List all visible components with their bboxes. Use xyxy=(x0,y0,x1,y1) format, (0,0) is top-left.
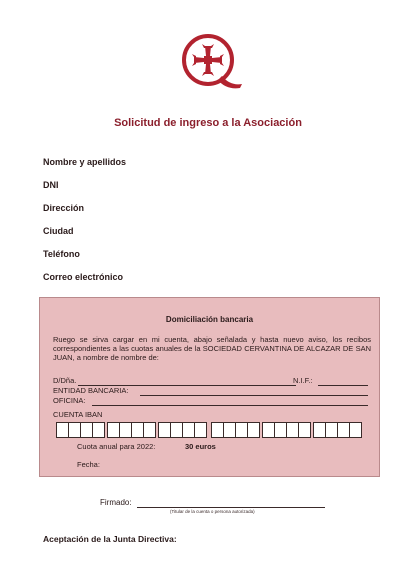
iban-digit-box[interactable] xyxy=(247,422,260,438)
q-cross-logo-icon xyxy=(178,34,244,90)
bank-direct-debit-box xyxy=(39,297,380,477)
signature-line[interactable] xyxy=(137,507,325,508)
iban-label: CUENTA IBAN xyxy=(53,410,103,419)
iban-digit-box[interactable] xyxy=(349,422,362,438)
iban-digit-box[interactable] xyxy=(298,422,311,438)
cuota-value: 30 euros xyxy=(185,442,216,451)
iban-digit-box[interactable] xyxy=(194,422,207,438)
field-ciudad-label: Ciudad xyxy=(43,226,74,236)
field-correo-label: Correo electrónico xyxy=(43,272,124,282)
field-dni-label: DNI xyxy=(43,180,59,190)
oficina-label: OFICINA: xyxy=(53,396,86,405)
bank-intro-text: Ruego se sirva cargar en mi cuenta, abajo señalada y hasta nuevo aviso, los recibos correspondientes a las cuotas anuales de la SOCIEDAD CERVANTINA DE ALCAZAR DE SAN JUAN, a nombre de nombre de: xyxy=(53,335,371,362)
junta-acceptance-label: Aceptación de la Junta Directiva: xyxy=(43,534,177,544)
nif-input[interactable] xyxy=(318,385,368,386)
field-telefono-label: Teléfono xyxy=(43,249,80,259)
field-direccion-label: Dirección xyxy=(43,203,85,213)
signature-note: (Titular de la cuenta o persona autorizada) xyxy=(170,509,255,514)
oficina-input[interactable] xyxy=(92,405,368,406)
dona-label: D/Dña. xyxy=(53,376,77,385)
form-title: Solicitud de ingreso a la Asociación xyxy=(114,117,302,129)
nif-label: N.I.F.: xyxy=(293,376,313,385)
firmado-label: Firmado: xyxy=(100,498,132,507)
entidad-input[interactable] xyxy=(140,395,368,396)
field-nombre-label: Nombre y apellidos xyxy=(43,157,127,167)
entidad-label: ENTIDAD BANCARIA: xyxy=(53,386,129,395)
iban-digit-box[interactable] xyxy=(143,422,156,438)
fecha-label: Fecha: xyxy=(77,460,100,469)
bank-title: Domiciliación bancaria xyxy=(165,315,254,324)
cuota-label: Cuota anual para 2022: xyxy=(77,442,156,451)
iban-digit-box[interactable] xyxy=(92,422,105,438)
